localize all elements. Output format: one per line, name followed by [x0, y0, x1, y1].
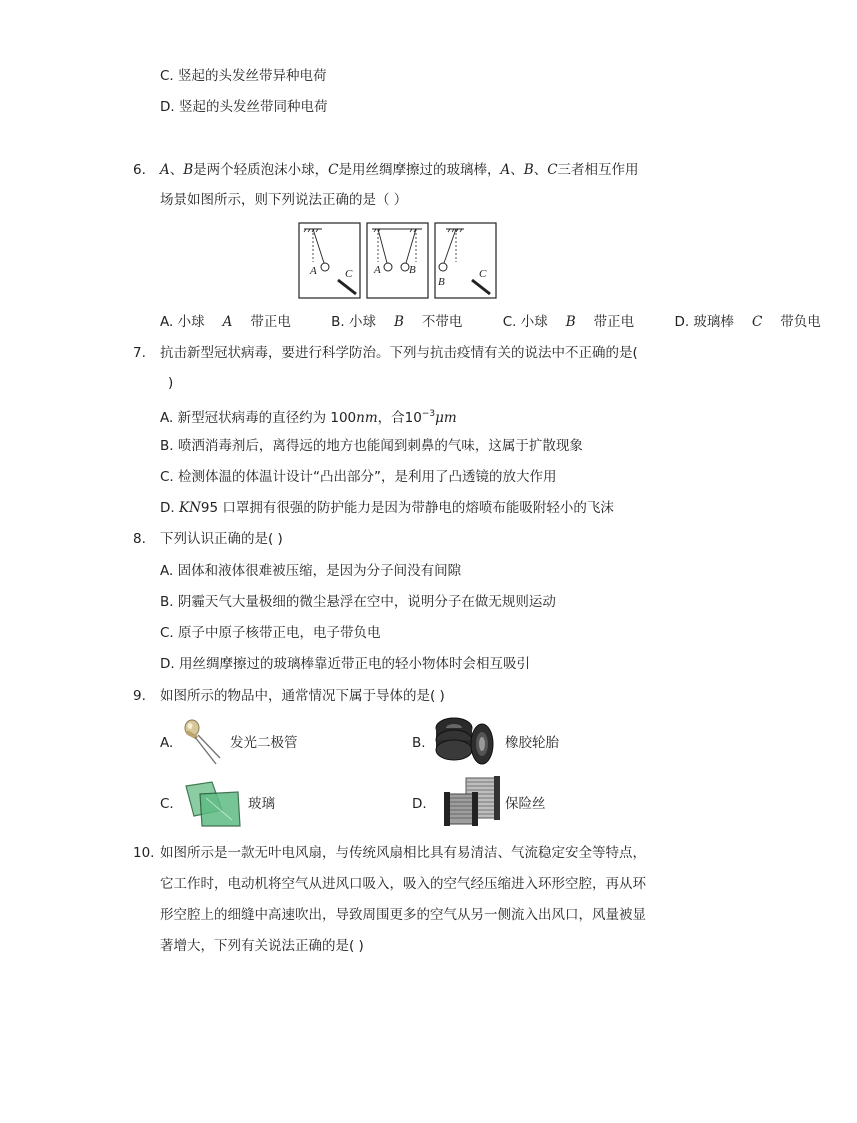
q5-option-d: D. 竖起的头发丝带同种电荷: [160, 99, 328, 115]
q9-option-b-letter: B.: [412, 735, 426, 751]
q6-option-a: A. 小球 A 带正电: [160, 314, 291, 330]
q7-stem: 抗击新型冠状病毒，要进行科学防治。下列与抗击疫情有关的说法中不正确的是(: [160, 345, 638, 361]
q9-option-b-text: 橡胶轮胎: [505, 735, 559, 751]
q5-option-c: C. 竖起的头发丝带异种电荷: [160, 68, 327, 84]
svg-text:A: A: [374, 264, 381, 276]
q10-stem-line1: 如图所示是一款无叶电风扇，与传统风扇相比具有易清洁、气流稳定安全等特点，: [160, 845, 646, 861]
q6-option-b: B. 小球 B 不带电: [331, 314, 463, 330]
q6-figure-panel-1: [299, 223, 360, 298]
q10-stem-line4: 著增大，下列有关说法正确的是( ): [160, 938, 364, 954]
q7-number: 7.: [133, 345, 146, 361]
q10-stem-line3: 形空腔上的细缝中高速吹出，导致周围更多的空气从另一侧流入出风口，风量被显: [160, 907, 646, 923]
q10-stem-line2: 它工作时，电动机将空气从进风口吸入，吸入的空气经压缩进入环形空腔，再从环: [160, 876, 646, 892]
svg-text:C: C: [345, 268, 353, 280]
q8-option-c: C. 原子中原子核带正电，电子带负电: [160, 625, 381, 641]
q7-stem-close: ): [168, 375, 174, 391]
svg-text:B: B: [438, 276, 445, 288]
q9-option-d-letter: D.: [412, 796, 427, 812]
q8-number: 8.: [133, 531, 146, 547]
q6-stem-line1: A、B是两个轻质泡沫小球，C是用丝绸摩擦过的玻璃棒，A、B、C三者相互作用: [160, 162, 639, 178]
svg-text:C: C: [479, 268, 487, 280]
q9-option-a-text: 发光二极管: [230, 735, 298, 751]
q9-option-d-text: 保险丝: [505, 796, 546, 812]
q6-stem-line2: 场景如图所示，则下列说法正确的是（ ）: [160, 192, 408, 208]
q8-option-b: B. 阴霾天气大量极细的微尘悬浮在空中，说明分子在做无规则运动: [160, 594, 556, 610]
q6-options: [160, 312, 857, 332]
glass-icon: [182, 780, 244, 828]
q6-figure-panel-3: [435, 223, 496, 298]
fuse-wire-icon: [440, 776, 502, 828]
svg-text:B: B: [409, 264, 416, 276]
q7-option-c: C. 检测体温的体温计设计“凸出部分”，是利用了凸透镜的放大作用: [160, 469, 557, 485]
q6-option-c: C. 小球 B 带正电: [502, 314, 635, 330]
q9-option-a-letter: A.: [160, 735, 174, 751]
q9-option-c-letter: C.: [160, 796, 174, 812]
q8-stem: 下列认识正确的是( ): [160, 531, 283, 547]
led-icon: [180, 718, 222, 766]
q9-number: 9.: [133, 688, 146, 704]
q10-number: 10.: [133, 845, 155, 861]
q6-figure: [298, 222, 498, 300]
q6-figure-panel-2: [367, 223, 428, 298]
q8-option-d: D. 用丝绸摩擦过的玻璃棒靠近带正电的轻小物体时会相互吸引: [160, 656, 530, 672]
q6-number: 6.: [133, 162, 146, 178]
q7-option-a: A. 新型冠状病毒的直径约为 100nm，合$10^{-3}\mu m$: [160, 409, 457, 426]
q8-option-a: A. 固体和液体很难被压缩，是因为分子间没有间隙: [160, 563, 462, 579]
tire-icon: [434, 716, 500, 766]
q6-option-d: D. 玻璃棒 C 带负电: [674, 314, 821, 330]
svg-text:A: A: [310, 265, 317, 277]
q9-stem: 如图所示的物品中，通常情况下属于导体的是( ): [160, 688, 445, 704]
q7-option-d: D. KN95 口罩拥有很强的防护能力是因为带静电的熔喷布能吸附轻小的飞沫: [160, 500, 614, 516]
q9-option-c-text: 玻璃: [248, 796, 275, 812]
q7-option-b: B. 喷洒消毒剂后，离得远的地方也能闻到刺鼻的气味，这属于扩散现象: [160, 438, 583, 454]
